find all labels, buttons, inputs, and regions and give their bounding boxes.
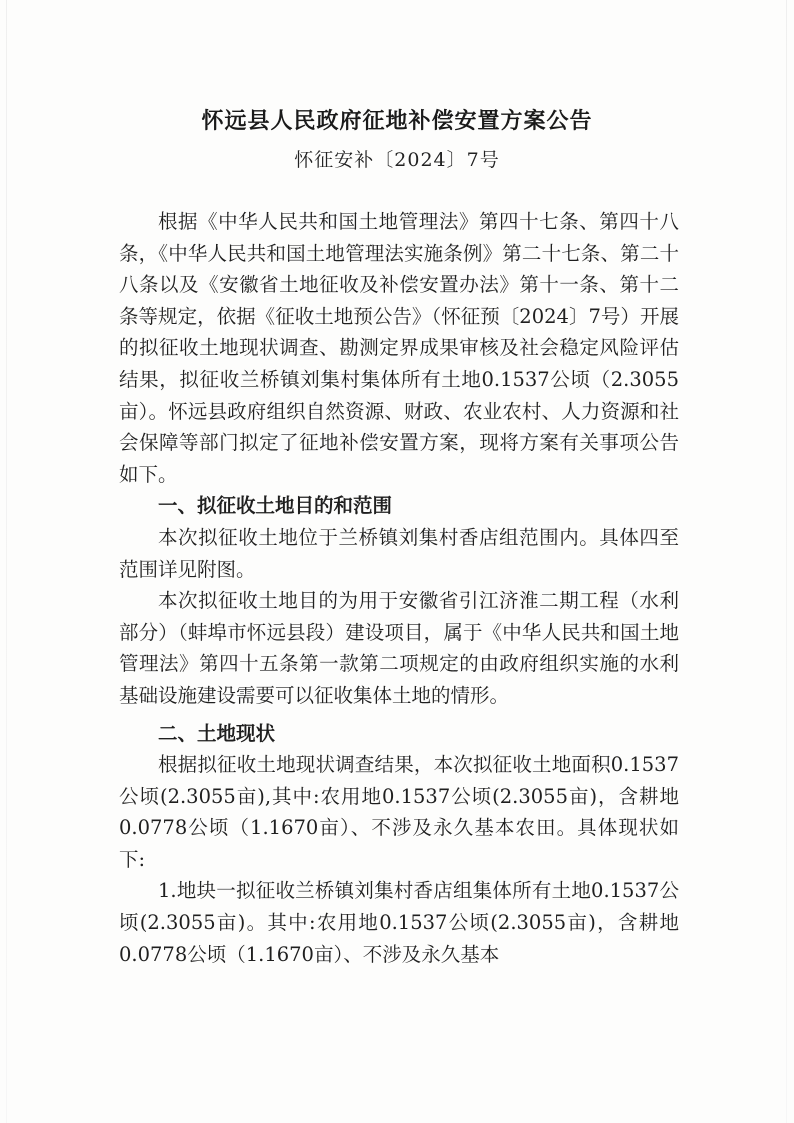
paragraph: 本次拟征收土地目的为用于安徽省引江济淮二期工程（水利部分）（蚌埠市怀远县段）建设项目，属于《中华人民共和国土地管理法》第四十五条第一款第二项规定的由政府组织实施的水利基础设施建设需要可以征收集体土地的情形。 — [119, 589, 679, 707]
paragraph: 本次拟征收土地位于兰桥镇刘集村香店组范围内。具体四至范围详见附图。 — [119, 525, 679, 581]
paragraph: 1.地块一拟征收兰桥镇刘集村香店组集体所有土地0.1537公顷(2.3055亩)。其中:农用地0.1537公顷(2.3055亩)，含耕地0.0778公顷（1.1670亩）、不涉及永久基本 — [119, 879, 679, 966]
intro-paragraph: 根据《中华人民共和国土地管理法》第四十七条、第四十八条，《中华人民共和国土地管理法实施条例》第二十七条、第二十八条以及《安徽省土地征收及补偿安置办法》第十一条、第十二条等规定，依据《征收土地预公告》（怀征预〔2024〕7号）开展的拟征收土地现状调查、勘测定界成果审核及社会稳定风险评估结果，拟征收兰桥镇刘集村集体所有土地0.1537公顷（2.3055亩）。怀远县政府组织自然资源、财政、农业农村、人力资源和社会保障等部门拟定了征地补偿安置方案，现将方案有关事项公告如下。 — [119, 210, 679, 486]
document-title: 怀远县人民政府征地补偿安置方案公告 — [201, 109, 593, 134]
document-body — [119, 206, 679, 970]
section-heading-purpose: 一、拟征收土地目的和范围 — [158, 494, 393, 518]
section-heading-land-status: 二、土地现状 — [158, 721, 276, 745]
paragraph: 根据拟征收土地现状调查结果，本次拟征收土地面积0.1537公顷(2.3055亩),其中:农用地0.1537公顷(2.3055亩)，含耕地0.0778公顷（1.1670亩）、不涉及永久基本农田。具体现状如下: — [119, 753, 679, 871]
document-number: 怀征安补〔2024〕7号 — [294, 149, 500, 171]
